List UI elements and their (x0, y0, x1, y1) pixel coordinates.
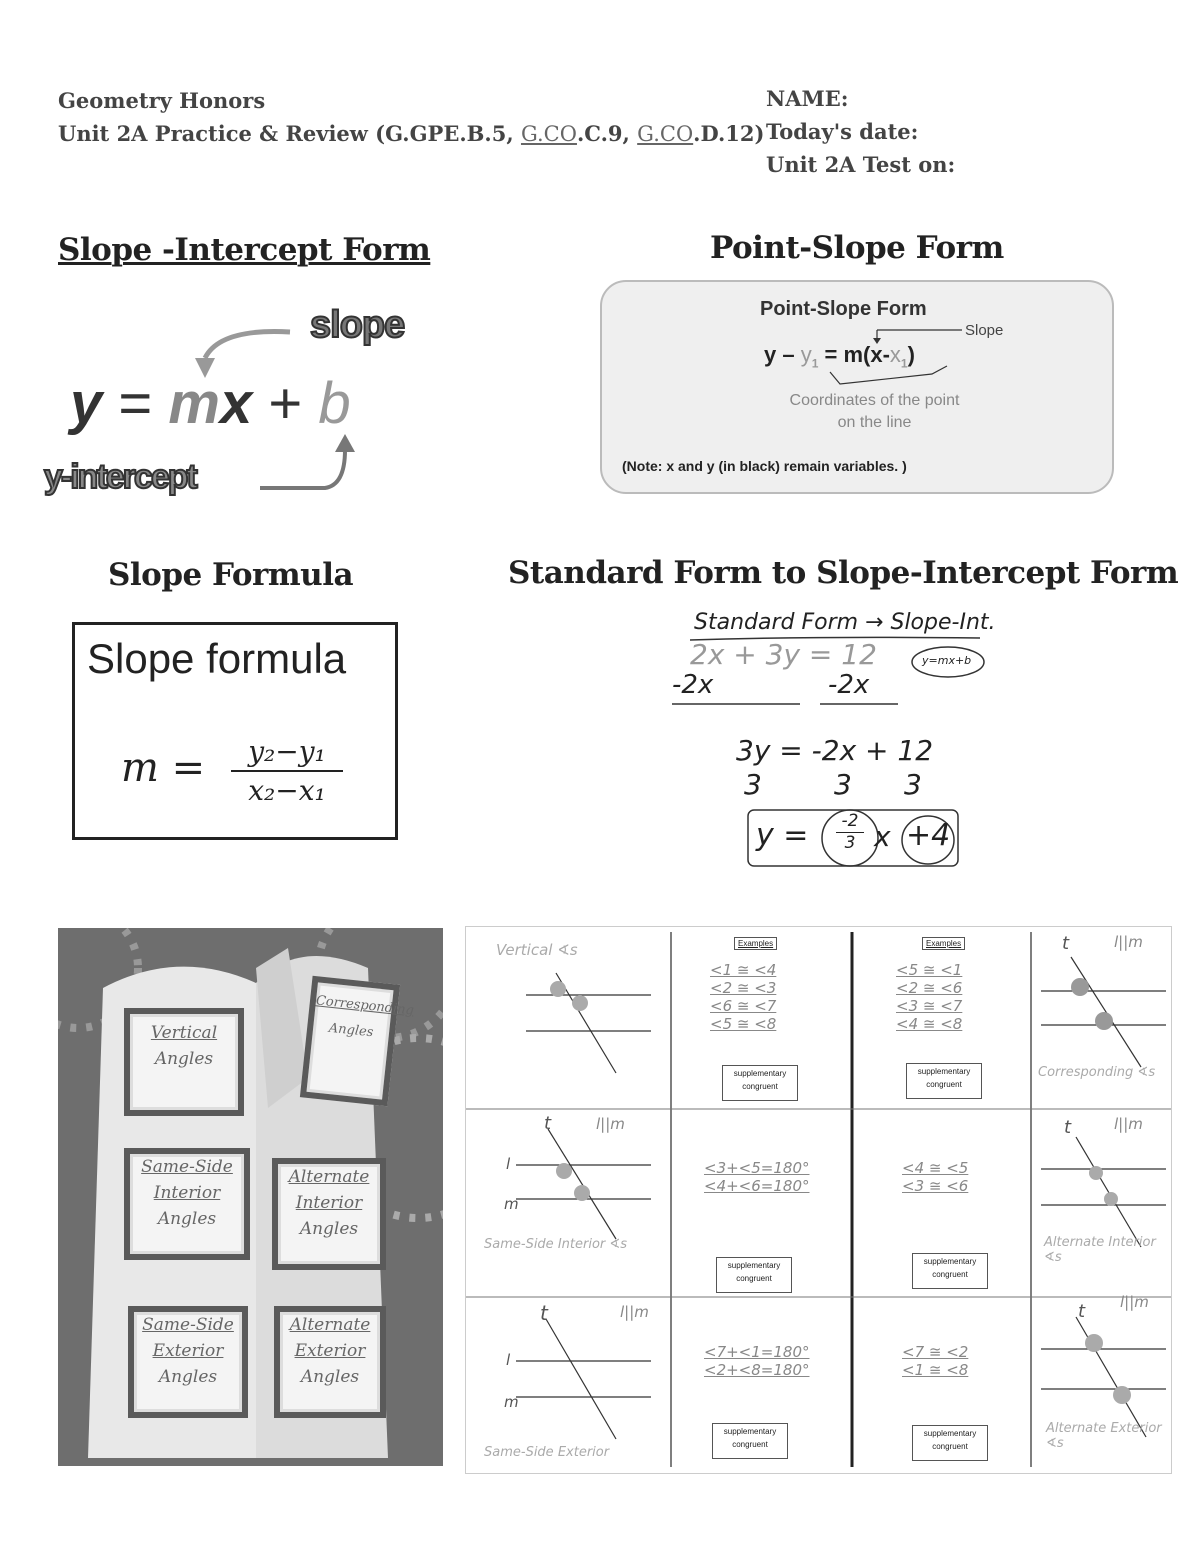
parallel-label-3: l||m (1114, 1115, 1143, 1133)
variables-note: (Note: x and y (in black) remain variables. ) (622, 458, 907, 474)
same-side-interior-label: Same-Side Interior ∢s (484, 1237, 628, 1252)
slope-intercept-equation: y = mx + b (70, 371, 351, 436)
slope-word: slope (310, 304, 405, 346)
slope-intercept-title: Slope -Intercept Form (58, 232, 431, 268)
l-label-3: l (506, 1351, 511, 1369)
t-label-5: t (1078, 1301, 1086, 1322)
row2-left-list: <3+<5=180° <4+<6=180° (704, 1159, 810, 1195)
examples-label-left: Examples (734, 937, 777, 950)
flap-corresponding-angles[interactable]: Corresponding Angles (300, 976, 400, 1107)
flap-same-side-interior[interactable]: Same-Side Interior Angles (124, 1148, 250, 1260)
flap-same-side-exterior[interactable]: Same-Side Exterior Angles (128, 1306, 248, 1418)
point-slope-equation: $y - y_1 = m(x-x_1)$ (764, 342, 915, 371)
slope-label: Slope (965, 322, 1004, 339)
course-header (58, 84, 764, 151)
parallel-label-2: l||m (596, 1115, 625, 1133)
row2-right-list: <4 ≅ <5 <3 ≅ <6 (902, 1159, 969, 1195)
flap-alternate-exterior[interactable]: Alternate Exterior Angles (274, 1306, 386, 1418)
examples-label-right: Examples (922, 937, 965, 950)
corresponding-label: Corresponding ∢s (1038, 1065, 1156, 1080)
examples-right-list: <5 ≅ <1 <2 ≅ <6 <3 ≅ <7 <4 ≅ <8 (896, 961, 963, 1033)
supp-cong-tag-5: supplementary congruent (712, 1423, 788, 1459)
vertical-angles-label: Vertical ∢s (496, 941, 578, 959)
unit-title: Unit 2A Practice & Review (G.GPE.B.5, G.CO.C.9, G.CO.D.12) (58, 121, 765, 146)
t-label-3: t (1064, 1117, 1072, 1138)
t-label-2: t (544, 1113, 552, 1134)
t-label-1: t (1062, 933, 1070, 954)
point-slope-title: Point-Slope Form (710, 230, 1004, 266)
point-slope-box-title: Point-Slope Form (760, 298, 927, 320)
point-slope-box (600, 280, 1114, 494)
l-label-2: l (506, 1155, 511, 1173)
mx-b-bubble: y=mx+b (922, 654, 972, 667)
parallel-label-1: l||m (1114, 933, 1143, 951)
standard-form-title: Standard Form to Slope-Intercept Form (508, 555, 1179, 591)
standard-form-worked-example (660, 600, 1000, 880)
parallel-label-5: l||m (1120, 1293, 1149, 1311)
supp-cong-tag-6: supplementary congruent (912, 1425, 988, 1461)
divisor-1: 3 (744, 768, 762, 801)
coordinates-note: Coordinates of the point on the line (789, 392, 960, 431)
name-label: NAME: (766, 86, 849, 111)
supp-cong-tag-3: supplementary congruent (716, 1257, 792, 1293)
standard-line-1: 2x + 3y = 12 (690, 638, 877, 671)
foldable-photo (58, 928, 443, 1466)
m-label-2: m (504, 1195, 519, 1213)
alternate-exterior-label: Alternate Exterior ∢s (1046, 1421, 1162, 1451)
supp-cong-tag-2: supplementary congruent (906, 1063, 982, 1099)
m-label-3: m (504, 1393, 519, 1411)
slope-formula-box-title: Slope formula (87, 635, 347, 682)
test-date-label: Unit 2A Test on: (766, 152, 956, 177)
student-info (766, 82, 955, 181)
row3-left-list: <7+<1=180° <2+<8=180° (704, 1343, 810, 1379)
supp-cong-tag-4: supplementary congruent (912, 1253, 988, 1289)
date-label: Today's date: (766, 119, 919, 144)
slope-formula-m: m = (121, 745, 206, 791)
slope-formula-box (72, 622, 398, 840)
angle-notes-sheet (465, 926, 1172, 1474)
result-y: y = (756, 818, 809, 853)
standard-line-3: 3y = -2x + 12 (736, 734, 934, 767)
divisor-2: 3 (834, 768, 852, 801)
y-intercept-word: y-intercept (44, 458, 196, 496)
slope-formula-title: Slope Formula (108, 557, 354, 593)
same-side-exterior-label: Same-Side Exterior (484, 1445, 610, 1460)
result-slope-fraction: -2 3 (830, 812, 870, 853)
t-label-4: t (540, 1301, 548, 1325)
alternate-interior-label: Alternate Interior ∢s (1044, 1235, 1156, 1265)
flap-vertical-angles[interactable]: Vertical Angles (124, 1008, 244, 1116)
parallel-label-4: l||m (620, 1303, 649, 1321)
result-x: x (874, 820, 891, 853)
standard-line-2b: -2x (828, 670, 870, 700)
divisor-3: 3 (904, 768, 922, 801)
flap-alternate-interior[interactable]: Alternate Interior Angles (272, 1158, 386, 1270)
course-title: Geometry Honors (58, 88, 266, 113)
supp-cong-tag-1: supplementary congruent (722, 1065, 798, 1101)
row3-right-list: <7 ≅ <2 <1 ≅ <8 (902, 1343, 969, 1379)
standard-line-2a: -2x (672, 670, 714, 700)
result-intercept: +4 (906, 818, 951, 853)
standard-form-heading: Standard Form → Slope-Int. (694, 610, 996, 635)
slope-intercept-graphic (40, 300, 420, 510)
examples-left-list: <1 ≅ <4 <2 ≅ <3 <6 ≅ <7 <5 ≅ <8 (710, 961, 777, 1033)
slope-formula-fraction: y₂−y₁ x₂−x₁ (231, 735, 343, 807)
